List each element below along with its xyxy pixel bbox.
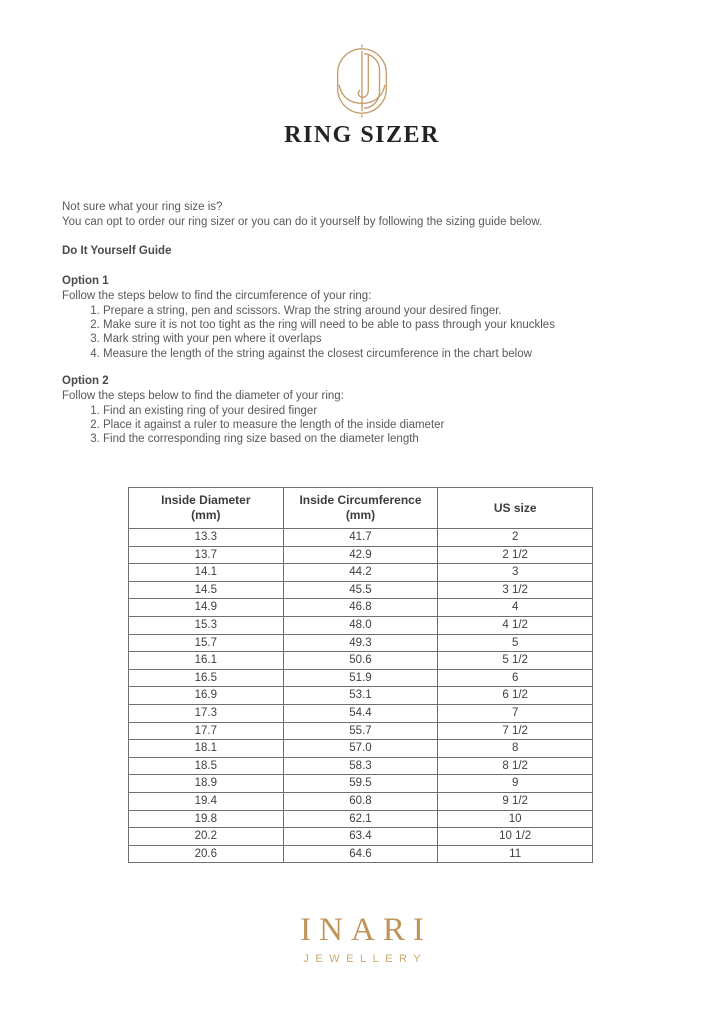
table-cell: 7 [438, 704, 593, 722]
table-cell: 15.3 [129, 616, 284, 634]
table-cell: 2 1/2 [438, 546, 593, 564]
intro-line-2: You can opt to order our ring sizer or you can do it yourself by following the sizing guide below. [62, 216, 543, 228]
intro-text [62, 200, 694, 230]
table-cell: 59.5 [283, 775, 438, 793]
table-cell: 3 1/2 [438, 581, 593, 599]
step-item: 4. Measure the length of the string against the closest circumference in the chart below [103, 347, 694, 361]
option-2-steps [62, 404, 694, 447]
table-cell: 15.7 [129, 634, 284, 652]
option-1-heading: Option 1 [62, 275, 109, 287]
option-1-section [62, 274, 694, 361]
step-item: 2. Place it against a ruler to measure the length of the inside diameter [103, 418, 694, 432]
size-chart-table [128, 487, 593, 863]
table-row [129, 546, 593, 564]
table-cell: 64.6 [283, 845, 438, 863]
table-cell: 14.9 [129, 599, 284, 617]
table-row [129, 704, 593, 722]
table-cell: 49.3 [283, 634, 438, 652]
option-2-lead: Follow the steps below to find the diameter of your ring: [62, 390, 344, 402]
guide-heading: Do It Yourself Guide [62, 245, 172, 257]
table-row [129, 810, 593, 828]
intro-line-1: Not sure what your ring size is? [62, 201, 223, 213]
table-cell: 46.8 [283, 599, 438, 617]
table-cell: 16.1 [129, 652, 284, 670]
table-cell: 48.0 [283, 616, 438, 634]
table-cell: 5 [438, 634, 593, 652]
table-cell: 8 1/2 [438, 757, 593, 775]
table-cell: 4 [438, 599, 593, 617]
table-row [129, 599, 593, 617]
column-header-line: (mm) [191, 508, 221, 522]
table-cell: 18.5 [129, 757, 284, 775]
footer-wordmark [0, 912, 724, 965]
table-cell: 60.8 [283, 792, 438, 810]
table-cell: 41.7 [283, 529, 438, 547]
step-item: 1. Find an existing ring of your desired finger [103, 404, 694, 418]
column-header-us-size [438, 488, 593, 529]
header-row [129, 488, 593, 529]
step-item: 3. Mark string with your pen where it overlaps [103, 332, 694, 346]
column-header-line: Inside Circumference [299, 493, 422, 507]
ring-monogram-icon [332, 44, 392, 118]
table-cell: 6 [438, 669, 593, 687]
table-cell: 14.5 [129, 581, 284, 599]
column-header-diameter [129, 488, 284, 529]
table-cell: 18.1 [129, 740, 284, 758]
table-cell: 7 1/2 [438, 722, 593, 740]
column-header-line: Inside Diameter [161, 493, 251, 507]
table-row [129, 564, 593, 582]
table-cell: 50.6 [283, 652, 438, 670]
table-row [129, 722, 593, 740]
table-row [129, 828, 593, 846]
table-cell: 2 [438, 529, 593, 547]
table-row [129, 669, 593, 687]
table-cell: 17.3 [129, 704, 284, 722]
table-row [129, 757, 593, 775]
table-cell: 11 [438, 845, 593, 863]
table-cell: 14.1 [129, 564, 284, 582]
table-cell: 3 [438, 564, 593, 582]
table-row [129, 634, 593, 652]
table-cell: 55.7 [283, 722, 438, 740]
table-cell: 16.5 [129, 669, 284, 687]
table-cell: 17.7 [129, 722, 284, 740]
table-cell: 5 1/2 [438, 652, 593, 670]
table-row [129, 687, 593, 705]
step-item: 3. Find the corresponding ring size based on the diameter length [103, 432, 694, 446]
table-cell: 20.2 [129, 828, 284, 846]
option-1-lead: Follow the steps below to find the circumference of your ring: [62, 290, 372, 302]
table-cell: 44.2 [283, 564, 438, 582]
table-cell: 13.3 [129, 529, 284, 547]
size-chart-body [129, 529, 593, 863]
column-header-line: (mm) [345, 508, 376, 522]
table-cell: 42.9 [283, 546, 438, 564]
table-cell: 62.1 [283, 810, 438, 828]
table-row [129, 740, 593, 758]
table-cell: 53.1 [283, 687, 438, 705]
table-cell: 20.6 [129, 845, 284, 863]
column-header-circumference [283, 488, 438, 529]
table-cell: 16.9 [129, 687, 284, 705]
table-cell: 57.0 [283, 740, 438, 758]
table-cell: 9 [438, 775, 593, 793]
table-cell: 51.9 [283, 669, 438, 687]
table-cell: 19.4 [129, 792, 284, 810]
step-item: 1. Prepare a string, pen and scissors. Wrap the string around your desired finger. [103, 304, 694, 318]
table-cell: 8 [438, 740, 593, 758]
header-logo [0, 44, 724, 123]
table-cell: 10 1/2 [438, 828, 593, 846]
table-row [129, 775, 593, 793]
option-1-steps [62, 304, 694, 362]
column-header-line: US size [493, 500, 537, 515]
table-cell: 63.4 [283, 828, 438, 846]
table-row [129, 792, 593, 810]
table-row [129, 845, 593, 863]
brand-subtitle: JEWELLERY [303, 953, 428, 965]
table-cell: 9 1/2 [438, 792, 593, 810]
table-cell: 13.7 [129, 546, 284, 564]
table-row [129, 616, 593, 634]
table-cell: 18.9 [129, 775, 284, 793]
table-row [129, 581, 593, 599]
table-cell: 54.4 [283, 704, 438, 722]
brand-name: INARI [300, 912, 432, 948]
table-row [129, 652, 593, 670]
table-row [129, 529, 593, 547]
table-cell: 6 1/2 [438, 687, 593, 705]
table-cell: 10 [438, 810, 593, 828]
option-2-section [62, 374, 694, 447]
page-title: RING SIZER [284, 122, 440, 148]
table-cell: 58.3 [283, 757, 438, 775]
table-cell: 19.8 [129, 810, 284, 828]
option-2-heading: Option 2 [62, 375, 109, 387]
step-item: 2. Make sure it is not too tight as the ring will need to be able to pass through your knuckles [103, 318, 694, 332]
table-cell: 4 1/2 [438, 616, 593, 634]
size-chart-header [129, 488, 593, 529]
table-cell: 45.5 [283, 581, 438, 599]
